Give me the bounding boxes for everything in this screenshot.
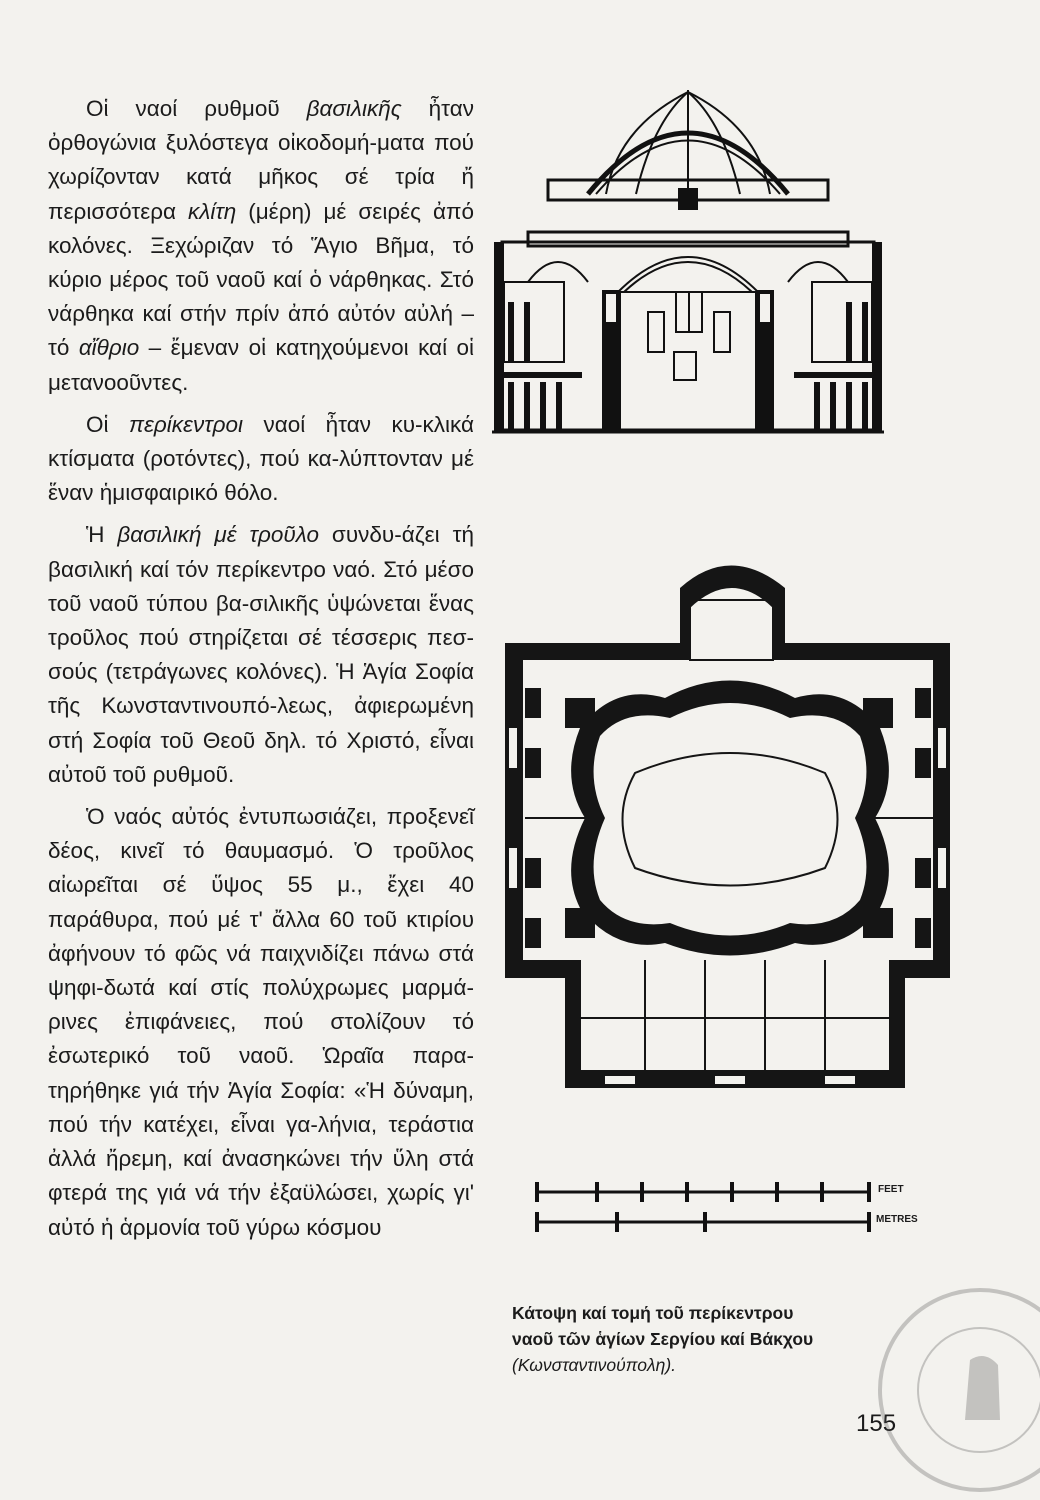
page-number: 155 [856,1410,897,1437]
scale-feet-label: FEET [878,1184,904,1195]
caption-line-3: (Κωνσταντινούπολη). [512,1355,677,1375]
library-stamp [850,1280,1040,1500]
paragraph-rotunda: Οἱ περίκεντροι ναοί ἦταν κυ-κλικά κτίσματα (ροτόντες), πού κα-λύπτονταν μέ ἕναν ἡμισφαιρικό θόλο. [48,411,474,506]
paragraph-domed-basilica: Ἡ βασιλική μέ τροῦλο συνδυ-άζει τή βασιλική καί τόν περίκεντρο ναό. Στό μέσο τοῦ ναοῦ τύπου βα-σιλικῆς ὑψώνεται ἕνας τροῦλος πού στηρίζεται σέ τέσσερις πεσ-σούς (τετράγωνες κολόνες). Ἡ Ἁγία Σοφία τῆς Κωνσταντινουπό-λεως, ἀφιερωμένη στή Σοφία τοῦ Θεοῦ δηλ. τό Χριστό, εἶναι αὐτοῦ τοῦ ρυθμοῦ. [48,522,474,787]
scale-metres-label: METRES [876,1214,918,1225]
caption-line-1: Κάτοψη καί τομή τοῦ περίκεντρου [512,1303,794,1323]
paragraph-basilica: Οἱ ναοί ρυθμοῦ βασιλικῆς ἦταν ὀρθογώνια ξυλόστεγα οἰκοδομή-ματα πού χωρίζονταν κατά μῆκος σέ τρία ἤ περισσότερα κλίτη (μέρη) μέ σειρές ἀπό κολόνες. Ξεχώριζαν τό Ἅγιο Βῆμα, τό κύριο μέρος τοῦ ναοῦ καί ὁ νάρθηκας. Στό νάρθηκα καί στήν πρίν ἀπό αὐτόν αὐλή – τό αἴθριο – ἔμεναν οἱ κατηχούμενοι καί οἱ μετανοοῦντες. [48,96,475,395]
paragraph-hagia-sophia: Ὁ ναός αὐτός ἐντυπωσιάζει, προξενεῖ δέος, κινεῖ τό θαυμασμό. Ὁ τροῦλος αἰωρεῖται σέ ὕψος 55 μ., ἔχει 40 παράθυρα, πού μέ τ' ἄλλα 60 τοῦ κτιρίου ἀφήνουν τό φῶς νά παιχνιδίζει πάνω στά ψηφι-δωτά καί στίς πολύχρωμες μαρμά-ρινες ἐπιφάνειες, πού στολίζουν τό ἐσωτερικό τοῦ ναοῦ. Ὡραῖα παρα-τηρήθηκε γιά τήν Ἁγία Σοφία: «Ἡ δύναμη, πού τήν κατέχει, εἶναι γα-λήνια, τεράστια ἀλλά ἤρεμη, καί ἀνασηκώνει τήν ὕλη στά φτερά της γιά νά τήν ἐξαϋλώσει, χωρίς γι' αὐτό ἡ ἁρμονία τοῦ γύρω κόσμου [48,804,474,1240]
scale-bars [535,1178,930,1240]
church-floor-plan [505,548,950,1088]
caption-line-2: ναοῦ τῶν ἁγίων Σεργίου καί Βάκχου [512,1329,814,1349]
church-section-drawing [488,82,888,442]
body-text [48,92,474,1253]
